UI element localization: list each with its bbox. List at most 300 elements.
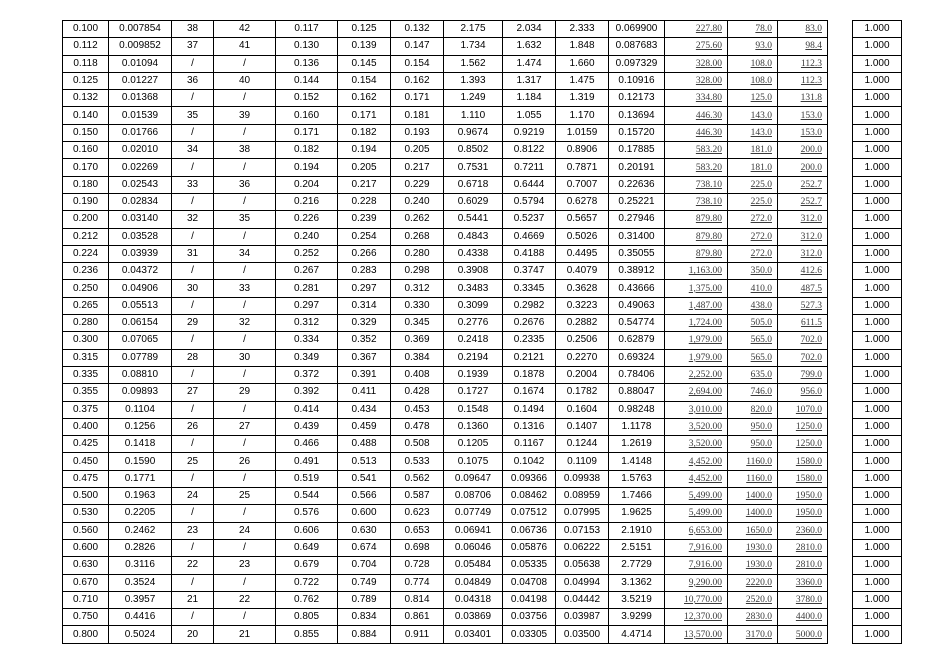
table-cell: 583.20 — [665, 142, 728, 159]
table-cell: 0.236 — [63, 263, 109, 280]
table-cell: 13,570.00 — [665, 626, 728, 643]
table-cell: 1.7466 — [609, 488, 665, 505]
table-cell: 1950.0 — [778, 505, 828, 522]
table-cell: 0.1244 — [556, 436, 609, 453]
table-cell: 112.3 — [778, 55, 828, 72]
table-cell: 0.35055 — [609, 245, 665, 262]
table-cell: 635.0 — [728, 366, 778, 383]
table-cell: 26 — [172, 418, 214, 435]
table-cell: 0.372 — [276, 366, 338, 383]
table-cell: 334.80 — [665, 90, 728, 107]
table-cell: 2220.0 — [728, 574, 778, 591]
factor-cell: 1.000 — [853, 366, 902, 383]
factor-row — [853, 107, 902, 124]
factor-cell: 1.000 — [853, 453, 902, 470]
table-cell: / — [172, 55, 214, 72]
table-cell: 0.03869 — [444, 609, 503, 626]
table-cell: 1,163.00 — [665, 263, 728, 280]
factor-cell: 1.000 — [853, 609, 902, 626]
table-cell: 83.0 — [778, 21, 828, 38]
table-cell: 1.4148 — [609, 453, 665, 470]
table-cell: / — [214, 159, 276, 176]
table-cell: / — [214, 124, 276, 141]
table-cell: 0.3908 — [444, 263, 503, 280]
table-cell: 35 — [172, 107, 214, 124]
table-cell: 0.171 — [391, 90, 444, 107]
table-cell: 738.10 — [665, 193, 728, 210]
table-cell: 0.425 — [63, 436, 109, 453]
table-cell: 0.2826 — [109, 539, 172, 556]
table-cell: 0.355 — [63, 384, 109, 401]
table-cell: 0.118 — [63, 55, 109, 72]
table-cell: 272.0 — [728, 211, 778, 228]
table-cell: 0.2676 — [503, 315, 556, 332]
table-cell: 0.530 — [63, 505, 109, 522]
table-cell: 200.0 — [778, 159, 828, 176]
table-cell: 0.78406 — [609, 366, 665, 383]
table-cell: / — [172, 228, 214, 245]
factor-row — [853, 384, 902, 401]
table-cell: 0.298 — [391, 263, 444, 280]
table-cell: 0.03500 — [556, 626, 609, 643]
table-cell: 350.0 — [728, 263, 778, 280]
factor-row — [853, 159, 902, 176]
table-cell: 0.297 — [338, 280, 391, 297]
table-cell: 0.22636 — [609, 176, 665, 193]
factor-cell: 1.000 — [853, 349, 902, 366]
table-cell: 505.0 — [728, 315, 778, 332]
table-cell: 37 — [172, 38, 214, 55]
factor-row — [853, 539, 902, 556]
table-cell: 0.03987 — [556, 609, 609, 626]
table-cell: 0.1590 — [109, 453, 172, 470]
table-cell: 0.911 — [391, 626, 444, 643]
factor-row — [853, 332, 902, 349]
table-cell: 312.0 — [778, 245, 828, 262]
table-cell: 1160.0 — [728, 470, 778, 487]
table-cell: 93.0 — [728, 38, 778, 55]
table-cell: 0.1878 — [503, 366, 556, 383]
table-cell: 412.6 — [778, 263, 828, 280]
table-cell: / — [214, 332, 276, 349]
table-cell: 0.132 — [63, 90, 109, 107]
table-cell: 879.80 — [665, 228, 728, 245]
factor-cell: 1.000 — [853, 626, 902, 643]
table-cell: 0.212 — [63, 228, 109, 245]
table-cell: 0.329 — [338, 315, 391, 332]
table-cell: 0.330 — [391, 297, 444, 314]
table-cell: 0.62879 — [609, 332, 665, 349]
table-cell: 1.632 — [503, 38, 556, 55]
table-cell: 702.0 — [778, 332, 828, 349]
table-cell: / — [172, 609, 214, 626]
table-cell: 0.576 — [276, 505, 338, 522]
table-cell: 1930.0 — [728, 539, 778, 556]
table-cell: 1400.0 — [728, 505, 778, 522]
table-cell: 0.2418 — [444, 332, 503, 349]
table-cell: 0.09893 — [109, 384, 172, 401]
table-row — [63, 263, 828, 280]
table-cell: 0.4416 — [109, 609, 172, 626]
factor-cell: 1.000 — [853, 280, 902, 297]
table-cell: / — [172, 366, 214, 383]
factor-row — [853, 124, 902, 141]
table-cell: 1160.0 — [728, 453, 778, 470]
table-cell: 0.5024 — [109, 626, 172, 643]
table-cell: 2830.0 — [728, 609, 778, 626]
table-cell: 0.335 — [63, 366, 109, 383]
table-cell: 38 — [214, 142, 276, 159]
table-cell: 225.0 — [728, 193, 778, 210]
table-cell: 0.1407 — [556, 418, 609, 435]
table-cell: 0.2776 — [444, 315, 503, 332]
table-cell: 0.1205 — [444, 436, 503, 453]
table-cell: 21 — [214, 626, 276, 643]
table-cell: / — [172, 297, 214, 314]
table-cell: 0.2205 — [109, 505, 172, 522]
table-cell: 0.154 — [391, 55, 444, 72]
table-cell: 0.190 — [63, 193, 109, 210]
table-cell: 22 — [172, 557, 214, 574]
table-cell: 0.140 — [63, 107, 109, 124]
table-row — [63, 193, 828, 210]
table-cell: 0.254 — [338, 228, 391, 245]
factor-row — [853, 90, 902, 107]
table-cell: / — [172, 574, 214, 591]
table-cell: 0.280 — [63, 315, 109, 332]
table-cell: 0.1939 — [444, 366, 503, 383]
table-cell: 0.162 — [338, 90, 391, 107]
table-cell: 0.312 — [391, 280, 444, 297]
table-cell: 0.02010 — [109, 142, 172, 159]
table-cell: 2.333 — [556, 21, 609, 38]
table-cell: 0.414 — [276, 401, 338, 418]
table-cell: 3170.0 — [728, 626, 778, 643]
table-cell: 0.194 — [276, 159, 338, 176]
table-cell: 0.49063 — [609, 297, 665, 314]
table-cell: 0.193 — [391, 124, 444, 141]
table-cell: 0.8122 — [503, 142, 556, 159]
table-cell: 0.240 — [276, 228, 338, 245]
table-cell: / — [214, 505, 276, 522]
table-row — [63, 522, 828, 539]
table-cell: / — [214, 90, 276, 107]
table-cell: 2.1910 — [609, 522, 665, 539]
table-cell: 0.05513 — [109, 297, 172, 314]
table-cell: 0.03756 — [503, 609, 556, 626]
table-cell: 0.145 — [338, 55, 391, 72]
table-cell: 0.08706 — [444, 488, 503, 505]
table-cell: 0.367 — [338, 349, 391, 366]
table-cell: 0.5657 — [556, 211, 609, 228]
factor-cell: 1.000 — [853, 142, 902, 159]
table-cell: 1.249 — [444, 90, 503, 107]
table-row — [63, 21, 828, 38]
table-cell: 1.660 — [556, 55, 609, 72]
factor-row — [853, 366, 902, 383]
table-cell: 0.07995 — [556, 505, 609, 522]
table-cell: 0.2335 — [503, 332, 556, 349]
table-cell: 0.400 — [63, 418, 109, 435]
table-cell: 0.205 — [391, 142, 444, 159]
factor-cell: 1.000 — [853, 21, 902, 38]
table-cell: / — [214, 366, 276, 383]
factor-row — [853, 626, 902, 643]
table-cell: 950.0 — [728, 418, 778, 435]
table-cell: 33 — [172, 176, 214, 193]
table-cell: 0.728 — [391, 557, 444, 574]
table-cell: 0.4338 — [444, 245, 503, 262]
table-cell: 0.478 — [391, 418, 444, 435]
table-cell: 1.319 — [556, 90, 609, 107]
table-cell: 0.805 — [276, 609, 338, 626]
factor-row — [853, 297, 902, 314]
table-cell: 0.653 — [391, 522, 444, 539]
table-cell: 1250.0 — [778, 418, 828, 435]
table-cell: 1.848 — [556, 38, 609, 55]
table-cell: 32 — [214, 315, 276, 332]
table-cell: 0.136 — [276, 55, 338, 72]
table-cell: 0.6029 — [444, 193, 503, 210]
table-cell: 0.2462 — [109, 522, 172, 539]
table-row — [63, 539, 828, 556]
factor-cell: 1.000 — [853, 193, 902, 210]
table-cell: 0.392 — [276, 384, 338, 401]
table-cell: 0.181 — [391, 107, 444, 124]
factor-row — [853, 211, 902, 228]
table-row — [63, 626, 828, 643]
table-cell: 0.262 — [391, 211, 444, 228]
table-cell: / — [172, 505, 214, 522]
table-cell: / — [214, 228, 276, 245]
table-cell: 0.38912 — [609, 263, 665, 280]
factor-cell: 1.000 — [853, 574, 902, 591]
factor-cell: 1.000 — [853, 38, 902, 55]
table-row — [63, 211, 828, 228]
table-cell: 950.0 — [728, 436, 778, 453]
table-cell: 0.3483 — [444, 280, 503, 297]
wire-spec-table — [62, 20, 828, 644]
table-cell: / — [214, 609, 276, 626]
table-cell: 0.606 — [276, 522, 338, 539]
table-cell: 565.0 — [728, 332, 778, 349]
table-cell: 0.01227 — [109, 72, 172, 89]
table-cell: 0.1256 — [109, 418, 172, 435]
table-cell: 0.334 — [276, 332, 338, 349]
table-cell: 0.312 — [276, 315, 338, 332]
table-cell: 0.1782 — [556, 384, 609, 401]
factor-cell: 1.000 — [853, 107, 902, 124]
table-row — [63, 488, 828, 505]
table-cell: 0.147 — [391, 38, 444, 55]
table-cell: 24 — [214, 522, 276, 539]
table-cell: 438.0 — [728, 297, 778, 314]
table-cell: 0.01766 — [109, 124, 172, 141]
table-cell: 0.07153 — [556, 522, 609, 539]
table-cell: 22 — [214, 591, 276, 608]
table-row — [63, 38, 828, 55]
table-cell: 0.09366 — [503, 470, 556, 487]
table-cell: 0.623 — [391, 505, 444, 522]
table-cell: / — [214, 436, 276, 453]
table-cell: 29 — [172, 315, 214, 332]
table-cell: 0.06736 — [503, 522, 556, 539]
table-cell: 0.06154 — [109, 315, 172, 332]
table-cell: 0.1963 — [109, 488, 172, 505]
factor-cell: 1.000 — [853, 124, 902, 141]
table-cell: 2810.0 — [778, 539, 828, 556]
table-cell: 0.800 — [63, 626, 109, 643]
table-cell: 5,499.00 — [665, 505, 728, 522]
table-row — [63, 591, 828, 608]
table-row — [63, 124, 828, 141]
table-cell: 0.17885 — [609, 142, 665, 159]
table-cell: 1,979.00 — [665, 349, 728, 366]
table-cell: 252.7 — [778, 176, 828, 193]
table-cell: 0.1109 — [556, 453, 609, 470]
table-cell: 0.06941 — [444, 522, 503, 539]
table-cell: 0.160 — [276, 107, 338, 124]
table-row — [63, 90, 828, 107]
table-cell: 0.1674 — [503, 384, 556, 401]
table-cell: 12,370.00 — [665, 609, 728, 626]
table-cell: 0.352 — [338, 332, 391, 349]
factor-row — [853, 349, 902, 366]
table-cell: 0.217 — [391, 159, 444, 176]
table-cell: 6,653.00 — [665, 522, 728, 539]
table-cell: 312.0 — [778, 228, 828, 245]
table-cell: 0.01094 — [109, 55, 172, 72]
table-cell: 32 — [172, 211, 214, 228]
table-cell: / — [172, 436, 214, 453]
table-cell: 0.182 — [338, 124, 391, 141]
table-cell: 0.541 — [338, 470, 391, 487]
table-cell: 3360.0 — [778, 574, 828, 591]
table-cell: 0.1167 — [503, 436, 556, 453]
table-cell: 0.06046 — [444, 539, 503, 556]
table-cell: 0.69324 — [609, 349, 665, 366]
table-cell: 0.204 — [276, 176, 338, 193]
table-cell: 3780.0 — [778, 591, 828, 608]
table-row — [63, 315, 828, 332]
table-cell: 27 — [214, 418, 276, 435]
table-cell: 0.544 — [276, 488, 338, 505]
table-cell: 3,010.00 — [665, 401, 728, 418]
table-cell: 0.239 — [338, 211, 391, 228]
table-row — [63, 505, 828, 522]
table-cell: 0.180 — [63, 176, 109, 193]
table-cell: 7,916.00 — [665, 539, 728, 556]
table-cell: / — [172, 159, 214, 176]
table-cell: 738.10 — [665, 176, 728, 193]
factor-cell: 1.000 — [853, 228, 902, 245]
table-cell: 225.0 — [728, 176, 778, 193]
table-cell: 28 — [172, 349, 214, 366]
table-cell: 0.02834 — [109, 193, 172, 210]
factor-row — [853, 470, 902, 487]
table-cell: 799.0 — [778, 366, 828, 383]
table-cell: 20 — [172, 626, 214, 643]
table-cell: 0.391 — [338, 366, 391, 383]
table-cell: 272.0 — [728, 245, 778, 262]
table-cell: 153.0 — [778, 124, 828, 141]
factor-cell: 1.000 — [853, 522, 902, 539]
table-cell: 0.1494 — [503, 401, 556, 418]
factor-cell: 1.000 — [853, 418, 902, 435]
table-cell: 1400.0 — [728, 488, 778, 505]
table-cell: 0.98248 — [609, 401, 665, 418]
table-cell: 0.519 — [276, 470, 338, 487]
table-cell: 0.04198 — [503, 591, 556, 608]
table-row — [63, 55, 828, 72]
table-cell: 0.266 — [338, 245, 391, 262]
table-cell: 0.152 — [276, 90, 338, 107]
table-cell: 0.228 — [338, 193, 391, 210]
table-cell: / — [172, 470, 214, 487]
table-cell: 1.317 — [503, 72, 556, 89]
table-cell: 34 — [172, 142, 214, 159]
table-cell: 0.1104 — [109, 401, 172, 418]
table-cell: 0.2506 — [556, 332, 609, 349]
table-cell: 0.268 — [391, 228, 444, 245]
factor-row — [853, 436, 902, 453]
table-row — [63, 159, 828, 176]
table-cell: 0.240 — [391, 193, 444, 210]
table-cell: 0.649 — [276, 539, 338, 556]
table-row — [63, 557, 828, 574]
table-cell: 0.674 — [338, 539, 391, 556]
table-cell: 39 — [214, 107, 276, 124]
table-cell: 0.182 — [276, 142, 338, 159]
table-cell: 26 — [214, 453, 276, 470]
table-cell: 41 — [214, 38, 276, 55]
table-cell: 0.217 — [338, 176, 391, 193]
table-cell: 25 — [214, 488, 276, 505]
table-cell: 0.05876 — [503, 539, 556, 556]
factor-cell: 1.000 — [853, 505, 902, 522]
table-cell: 0.224 — [63, 245, 109, 262]
table-cell: 1580.0 — [778, 470, 828, 487]
table-cell: 583.20 — [665, 159, 728, 176]
table-cell: 1.393 — [444, 72, 503, 89]
table-cell: 0.679 — [276, 557, 338, 574]
table-cell: 0.9219 — [503, 124, 556, 141]
table-cell: / — [214, 539, 276, 556]
table-cell: / — [172, 332, 214, 349]
table-row — [63, 609, 828, 626]
table-cell: 1.5763 — [609, 470, 665, 487]
table-cell: / — [172, 90, 214, 107]
factor-row — [853, 315, 902, 332]
table-cell: 446.30 — [665, 107, 728, 124]
table-cell: 956.0 — [778, 384, 828, 401]
table-cell: 446.30 — [665, 124, 728, 141]
table-cell: 0.01539 — [109, 107, 172, 124]
table-cell: 2520.0 — [728, 591, 778, 608]
table-cell: 7,916.00 — [665, 557, 728, 574]
table-cell: 0.3747 — [503, 263, 556, 280]
table-row — [63, 470, 828, 487]
table-cell: 125.0 — [728, 90, 778, 107]
table-cell: 143.0 — [728, 124, 778, 141]
table-cell: 10,770.00 — [665, 591, 728, 608]
table-cell: 0.4188 — [503, 245, 556, 262]
table-cell: 487.5 — [778, 280, 828, 297]
table-cell: 0.132 — [391, 21, 444, 38]
table-cell: 0.4495 — [556, 245, 609, 262]
table-cell: 0.630 — [63, 557, 109, 574]
table-cell: 36 — [214, 176, 276, 193]
